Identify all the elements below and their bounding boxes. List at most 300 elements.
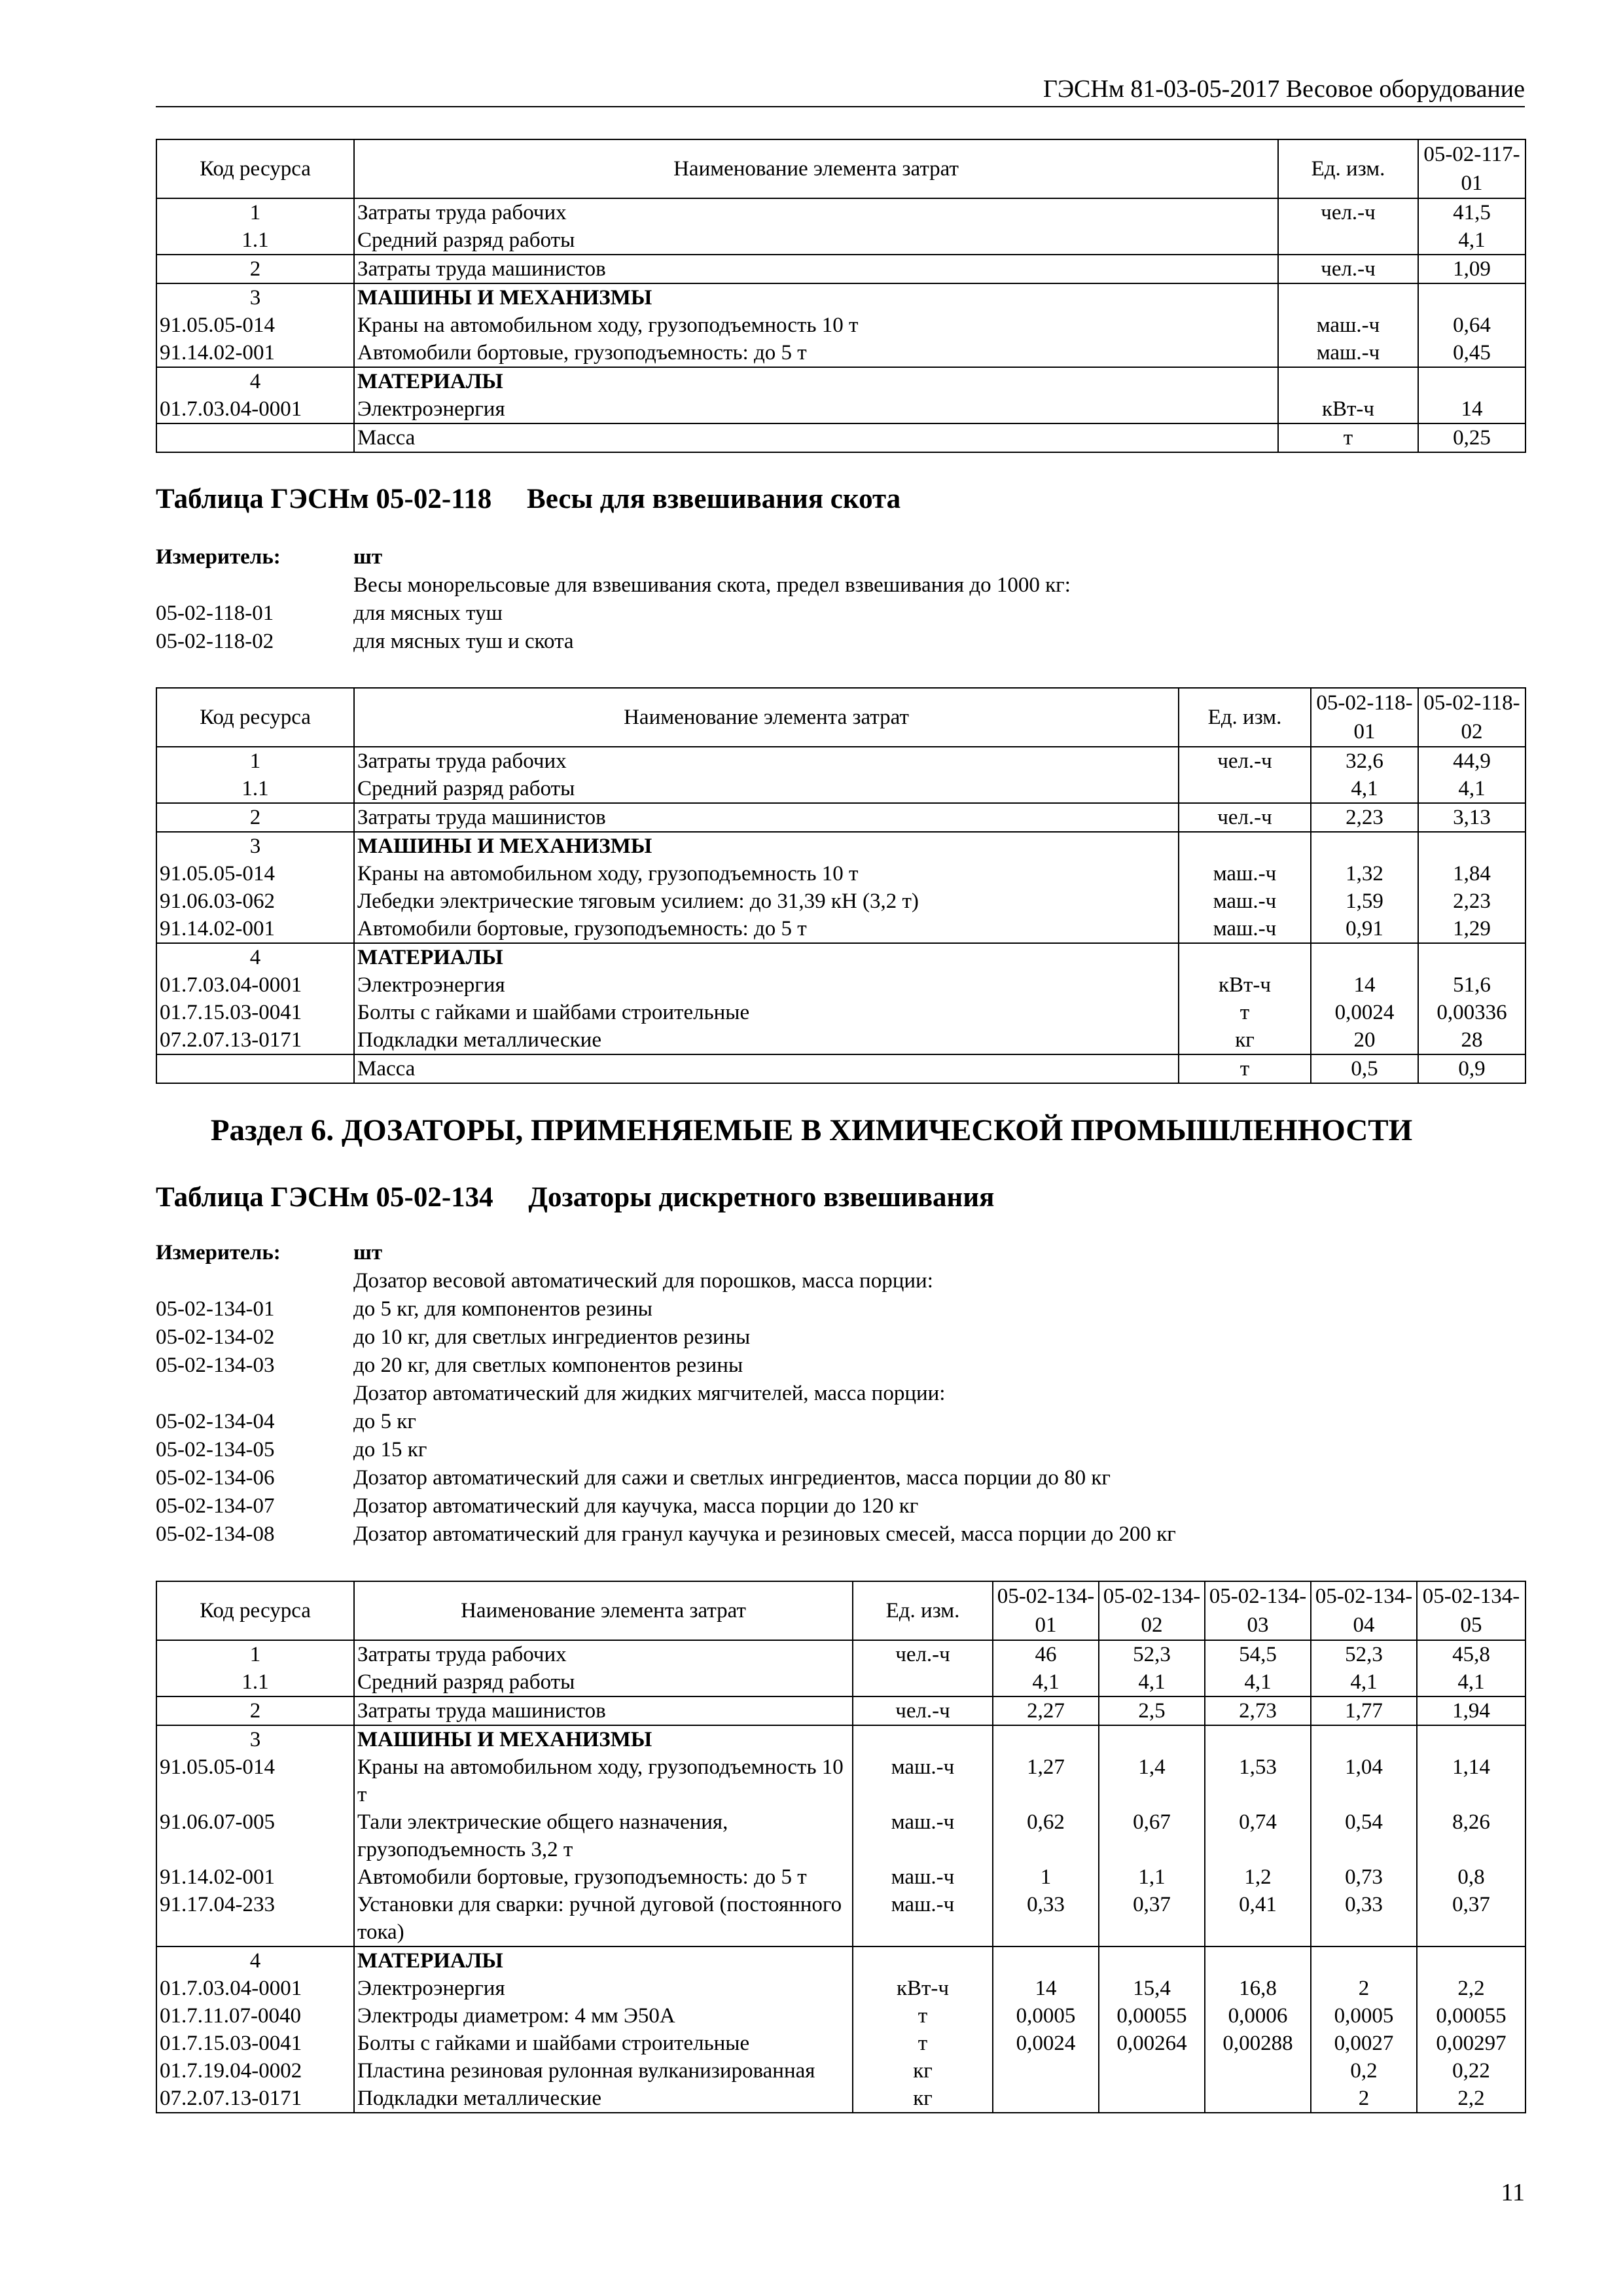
table-row [156,747,1525,775]
measure-item [156,1492,1176,1520]
cell-value: 1,09 [1418,255,1525,283]
cell-unit [853,1725,993,1753]
cell-value: 20 [1311,1026,1418,1054]
measure-item [156,1380,1176,1408]
measure-item-text: Весы монорельсовые для взвешивания скота, предел взвешивания до 1000 кг: [353,573,1071,597]
cell-value: 14 [993,1975,1099,2002]
cell-name: Тали электрические общего назначения, грузоподъемность 3,2 т [354,1808,853,1863]
cell-value: 4,1 [1205,1668,1311,1696]
header-col-05-02-134-04: 05-02-134-04 [1311,1581,1417,1640]
cell-code: 3 [156,283,354,312]
header-code: Код ресурса [156,688,354,747]
cell-value: 1 [993,1863,1099,1891]
cell-value: 0,0027 [1311,2030,1417,2057]
cell-value: 15,4 [1099,1975,1205,2002]
cell-value: 1,04 [1311,1753,1417,1808]
cell-name: Краны на автомобильном ходу, грузоподъемность 10 т [354,312,1278,339]
cell-value: 1,77 [1311,1696,1417,1725]
measure-item-code: 05-02-134-02 [156,1325,275,1349]
cell-value [1205,1946,1311,1975]
measure-item-text: до 10 кг, для светлых ингредиентов резины [353,1325,751,1349]
table-row [156,2002,1525,2030]
cell-unit: маш.-ч [1179,915,1311,943]
cell-value [1311,1946,1417,1975]
cell-code: 01.7.03.04-0001 [156,395,354,423]
measure-item-code: 05-02-118-02 [156,630,274,653]
table-row [156,283,1525,312]
table-row [156,2057,1525,2085]
cell-value: 4,1 [1418,775,1525,803]
cell-name: Масса [354,1054,1179,1083]
running-header: ГЭСНм 81-03-05-2017 Весовое оборудование [156,72,1525,107]
cell-code: 07.2.07.13-0171 [156,1026,354,1054]
cell-code: 1.1 [156,1668,354,1696]
cell-unit: чел.-ч [1278,255,1418,283]
cell-value: 0,37 [1099,1891,1205,1946]
cell-name: МАТЕРИАЛЫ [354,367,1278,395]
table-row [156,1725,1525,1753]
cell-value [993,2057,1099,2085]
cell-value: 1,29 [1418,915,1525,943]
cell-value: 0,25 [1418,423,1525,452]
cell-name: Болты с гайками и шайбами строительные [354,2030,853,2057]
cell-code: 91.06.03-062 [156,888,354,915]
measure-item [156,1520,1176,1549]
cell-code: 91.14.02-001 [156,339,354,367]
measure-item-text: до 20 кг, для светлых компонентов резины [353,1354,743,1377]
cell-name: Болты с гайками и шайбами строительные [354,999,1179,1026]
cell-value: 45,8 [1417,1640,1525,1668]
measure-item-code: 05-02-134-01 [156,1297,275,1321]
table-row [156,198,1525,226]
cell-value: 0,45 [1418,339,1525,367]
cell-name: Краны на автомобильном ходу, грузоподъемность 10 т [354,860,1179,888]
cell-value: 44,9 [1418,747,1525,775]
cell-value: 2,23 [1311,803,1418,832]
cell-code: 01.7.03.04-0001 [156,1975,354,2002]
cell-value: 52,3 [1099,1640,1205,1668]
cell-unit: чел.-ч [1179,803,1311,832]
cell-value: 0,00055 [1417,2002,1525,2030]
header-col-05-02-134-05: 05-02-134-05 [1417,1581,1525,1640]
measure-unit: шт [353,1241,383,1265]
table-row [156,775,1525,803]
cell-value: 0,73 [1311,1863,1417,1891]
cell-value: 1,4 [1099,1753,1205,1808]
cell-name: МАШИНЫ И МЕХАНИЗМЫ [354,1725,853,1753]
resource-table-134 [156,1581,1526,2113]
table-row [156,1668,1525,1696]
measure-item-code: 05-02-134-05 [156,1438,275,1462]
measure-item [156,600,1071,628]
header-name: Наименование элемента затрат [354,1581,853,1640]
cell-value: 41,5 [1418,198,1525,226]
cell-unit: маш.-ч [853,1808,993,1863]
measure-item-text: до 5 кг, для компонентов резины [353,1297,652,1321]
measure-item [156,1295,1176,1323]
cell-value [1205,1725,1311,1753]
cell-value: 1,14 [1417,1753,1525,1808]
cell-code: 07.2.07.13-0171 [156,2085,354,2113]
cell-unit: чел.-ч [1179,747,1311,775]
cell-unit [853,1946,993,1975]
resource-table-118 [156,687,1526,1084]
cell-unit: чел.-ч [853,1640,993,1668]
table-row [156,888,1525,915]
header-code: Код ресурса [156,139,354,198]
cell-code: 1.1 [156,775,354,803]
table-row [156,255,1525,283]
cell-value: 1,84 [1418,860,1525,888]
cell-unit [1278,367,1418,395]
table-title-134: Таблица ГЭСНм 05-02-134 Дозаторы дискретного взвешивания [156,1182,995,1213]
measure-item-code: 05-02-134-03 [156,1354,275,1377]
table-row [156,1946,1525,1975]
cell-unit: т [853,2030,993,2057]
cell-value [1099,2085,1205,2113]
cell-value: 0,8 [1417,1863,1525,1891]
cell-code: 91.05.05-014 [156,860,354,888]
cell-value [1205,2085,1311,2113]
measure-item-code [156,1267,353,1295]
header-unit: Ед. изм. [1278,139,1418,198]
table-row [156,423,1525,452]
cell-code: 2 [156,1696,354,1725]
cell-value: 1,27 [993,1753,1099,1808]
table-row [156,395,1525,423]
cell-code: 4 [156,943,354,971]
measure-unit: шт [353,545,383,569]
cell-code: 4 [156,1946,354,1975]
cell-unit: кВт-ч [1278,395,1418,423]
cell-value [1417,1946,1525,1975]
cell-code: 2 [156,803,354,832]
cell-name: Затраты труда рабочих [354,1640,853,1668]
cell-value: 4,1 [1311,1668,1417,1696]
measure-item [156,1464,1176,1492]
cell-value: 2,23 [1418,888,1525,915]
measure-item-text: Дозатор автоматический для сажи и светлых ингредиентов, масса порции до 80 кг [353,1466,1111,1490]
cell-code: 3 [156,832,354,860]
table-row [156,312,1525,339]
table-row [156,1753,1525,1808]
cell-unit: маш.-ч [853,1753,993,1808]
cell-unit [1179,775,1311,803]
cell-unit: кВт-ч [853,1975,993,2002]
cell-value [1418,367,1525,395]
cell-unit: т [1278,423,1418,452]
cell-name: Затраты труда машинистов [354,803,1179,832]
cell-value: 0,0005 [1311,2002,1417,2030]
cell-unit [1179,943,1311,971]
cell-name: Установки для сварки: ручной дуговой (постоянного тока) [354,1891,853,1946]
cell-unit: маш.-ч [1278,312,1418,339]
measure-block-118 [156,543,1071,656]
cell-value: 3,13 [1418,803,1525,832]
cell-name: Электроды диаметром: 4 мм Э50А [354,2002,853,2030]
cell-code: 01.7.11.07-0040 [156,2002,354,2030]
cell-value: 28 [1418,1026,1525,1054]
cell-value: 14 [1418,395,1525,423]
cell-unit [1179,832,1311,860]
cell-unit: маш.-ч [1179,888,1311,915]
cell-value [993,2085,1099,2113]
table-row [156,1640,1525,1668]
cell-name: Средний разряд работы [354,226,1278,255]
cell-value [1418,943,1525,971]
measure-item-code: 05-02-134-07 [156,1494,275,1518]
cell-unit: чел.-ч [853,1696,993,1725]
cell-value: 0,37 [1417,1891,1525,1946]
table-row [156,367,1525,395]
cell-code: 91.05.05-014 [156,312,354,339]
measure-item-text: Дозатор автоматический для гранул каучука и резиновых смесей, масса порции до 200 кг [353,1522,1176,1546]
cell-name: Затраты труда рабочих [354,198,1278,226]
table-row [156,1026,1525,1054]
cell-unit: т [1179,999,1311,1026]
cell-name: Затраты труда машинистов [354,1696,853,1725]
cell-value: 0,74 [1205,1808,1311,1863]
table-row [156,999,1525,1026]
cell-name: МАШИНЫ И МЕХАНИЗМЫ [354,283,1278,312]
cell-value [1099,1725,1205,1753]
cell-code: 3 [156,1725,354,1753]
cell-value: 14 [1311,971,1418,999]
cell-unit: маш.-ч [853,1891,993,1946]
cell-unit [1278,283,1418,312]
measure-block-134 [156,1239,1176,1549]
cell-value: 4,1 [1418,226,1525,255]
cell-value: 0,00264 [1099,2030,1205,2057]
cell-value: 0,62 [993,1808,1099,1863]
cell-code: 01.7.03.04-0001 [156,971,354,999]
table-row [156,1696,1525,1725]
table-row [156,2030,1525,2057]
measure-item [156,571,1071,600]
cell-value: 16,8 [1205,1975,1311,2002]
resource-table-117 [156,139,1526,453]
table-row [156,226,1525,255]
page-number: 11 [1501,2179,1525,2206]
table-title-118: Таблица ГЭСНм 05-02-118 Весы для взвешивания скота [156,484,901,514]
cell-value: 0,33 [993,1891,1099,1946]
cell-value: 0,00336 [1418,999,1525,1026]
cell-code: 2 [156,255,354,283]
cell-name: Подкладки металлические [354,2085,853,2113]
cell-value [1099,1946,1205,1975]
measure-item [156,628,1071,656]
cell-name: Пластина резиновая рулонная вулканизированная [354,2057,853,2085]
cell-value [1311,832,1418,860]
cell-value: 0,33 [1311,1891,1417,1946]
measure-item [156,1323,1176,1352]
cell-name: Лебедки электрические тяговым усилием: до 31,39 кН (3,2 т) [354,888,1179,915]
table-row [156,2085,1525,2113]
cell-code: 91.17.04-233 [156,1891,354,1946]
cell-value: 0,0006 [1205,2002,1311,2030]
cell-value: 51,6 [1418,971,1525,999]
table-row [156,339,1525,367]
cell-value: 2 [1311,2085,1417,2113]
measure-item-code [156,571,353,600]
cell-value: 4,1 [1417,1668,1525,1696]
cell-unit: кг [853,2057,993,2085]
cell-code: 1 [156,198,354,226]
cell-value: 4,1 [1099,1668,1205,1696]
cell-unit: т [853,2002,993,2030]
cell-value [1311,1725,1417,1753]
cell-name: Затраты труда рабочих [354,747,1179,775]
table-row [156,1054,1525,1083]
cell-value: 0,54 [1311,1808,1417,1863]
cell-value: 0,0024 [1311,999,1418,1026]
cell-value [1311,943,1418,971]
cell-value: 1,2 [1205,1863,1311,1891]
cell-unit: маш.-ч [853,1863,993,1891]
cell-value: 0,91 [1311,915,1418,943]
measure-item [156,1408,1176,1436]
cell-value: 0,00297 [1417,2030,1525,2057]
cell-value [1205,2057,1311,2085]
header-col-05-02-134-02: 05-02-134-02 [1099,1581,1205,1640]
table-row [156,860,1525,888]
table-row [156,803,1525,832]
measure-item-text: Дозатор весовой автоматический для порошков, масса порции: [353,1269,933,1293]
cell-unit: маш.-ч [1179,860,1311,888]
table-row [156,832,1525,860]
cell-value: 1,53 [1205,1753,1311,1808]
cell-name: МАШИНЫ И МЕХАНИЗМЫ [354,832,1179,860]
table-row [156,1808,1525,1863]
table-row [156,971,1525,999]
cell-name: Средний разряд работы [354,1668,853,1696]
cell-name: Автомобили бортовые, грузоподъемность: до 5 т [354,915,1179,943]
measure-item-code: 05-02-134-06 [156,1466,275,1490]
cell-code: 91.14.02-001 [156,915,354,943]
cell-code: 91.06.07-005 [156,1808,354,1863]
cell-name: МАТЕРИАЛЫ [354,1946,853,1975]
header-name: Наименование элемента затрат [354,139,1278,198]
cell-code: 01.7.15.03-0041 [156,999,354,1026]
table-row [156,1891,1525,1946]
section-title: Раздел 6. ДОЗАТОРЫ, ПРИМЕНЯЕМЫЕ В ХИМИЧЕСКОЙ ПРОМЫШЛЕННОСТИ [210,1113,1413,1147]
cell-value: 0,41 [1205,1891,1311,1946]
cell-value: 8,26 [1417,1808,1525,1863]
cell-value: 0,0024 [993,2030,1099,2057]
cell-code [156,1054,354,1083]
cell-value: 46 [993,1640,1099,1668]
table-row [156,1975,1525,2002]
cell-code: 1 [156,1640,354,1668]
measure-row [156,543,1071,571]
cell-value: 2,73 [1205,1696,1311,1725]
cell-value: 0,00288 [1205,2030,1311,2057]
table-row [156,1863,1525,1891]
cell-unit [1278,226,1418,255]
cell-name: Средний разряд работы [354,775,1179,803]
cell-code: 01.7.19.04-0002 [156,2057,354,2085]
cell-value: 0,64 [1418,312,1525,339]
cell-value: 2,27 [993,1696,1099,1725]
cell-value: 32,6 [1311,747,1418,775]
cell-name: МАТЕРИАЛЫ [354,943,1179,971]
cell-value: 0,00055 [1099,2002,1205,2030]
cell-value: 2 [1311,1975,1417,2002]
measure-item-code: 05-02-134-04 [156,1410,275,1433]
measure-label: Измеритель: [156,1241,281,1265]
table-row [156,915,1525,943]
measure-item [156,1436,1176,1464]
table-row [156,943,1525,971]
measure-item-code: 05-02-118-01 [156,601,274,625]
cell-code: 1 [156,747,354,775]
cell-name: Электроэнергия [354,971,1179,999]
header-col-05-02-134-03: 05-02-134-03 [1205,1581,1311,1640]
cell-value: 1,1 [1099,1863,1205,1891]
measure-item-text: до 15 кг [353,1438,427,1462]
cell-value: 1,94 [1417,1696,1525,1725]
cell-value: 1,32 [1311,860,1418,888]
cell-value: 2,2 [1417,2085,1525,2113]
cell-code [156,423,354,452]
header-code: Код ресурса [156,1581,354,1640]
header-name: Наименование элемента затрат [354,688,1179,747]
cell-value [1418,283,1525,312]
measure-label: Измеритель: [156,545,281,569]
header-unit: Ед. изм. [853,1581,993,1640]
cell-value: 52,3 [1311,1640,1417,1668]
cell-code: 4 [156,367,354,395]
cell-unit: т [1179,1054,1311,1083]
header-col-05-02-118-01: 05-02-118-01 [1311,688,1418,747]
cell-name: Автомобили бортовые, грузоподъемность: до 5 т [354,339,1278,367]
cell-code: 91.14.02-001 [156,1863,354,1891]
cell-name: Краны на автомобильном ходу, грузоподъемность 10 т [354,1753,853,1808]
measure-item-text: Дозатор автоматический для каучука, масса порции до 120 кг [353,1494,919,1518]
cell-value: 54,5 [1205,1640,1311,1668]
header-col-05-02-118-02: 05-02-118-02 [1418,688,1525,747]
header-col-05-02-117-01: 05-02-117-01 [1418,139,1525,198]
cell-value [1418,832,1525,860]
cell-value: 0,67 [1099,1808,1205,1863]
cell-unit: чел.-ч [1278,198,1418,226]
cell-name: Электроэнергия [354,395,1278,423]
measure-item-code [156,1380,353,1408]
cell-value: 2,5 [1099,1696,1205,1725]
measure-item-text: для мясных туш и скота [353,630,574,653]
cell-value [993,1946,1099,1975]
cell-value: 1,59 [1311,888,1418,915]
cell-code: 1.1 [156,226,354,255]
measure-item-text: для мясных туш [353,601,503,625]
cell-unit: кг [1179,1026,1311,1054]
cell-unit: кВт-ч [1179,971,1311,999]
cell-value [1417,1725,1525,1753]
header-col-05-02-134-01: 05-02-134-01 [993,1581,1099,1640]
cell-value: 0,9 [1418,1054,1525,1083]
cell-name: Подкладки металлические [354,1026,1179,1054]
cell-value: 4,1 [993,1668,1099,1696]
cell-value: 0,5 [1311,1054,1418,1083]
cell-name: Масса [354,423,1278,452]
cell-value: 4,1 [1311,775,1418,803]
cell-unit: кг [853,2085,993,2113]
cell-code: 91.05.05-014 [156,1753,354,1808]
measure-item-code: 05-02-134-08 [156,1522,275,1546]
cell-name: Затраты труда машинистов [354,255,1278,283]
cell-unit: маш.-ч [1278,339,1418,367]
header-unit: Ед. изм. [1179,688,1311,747]
